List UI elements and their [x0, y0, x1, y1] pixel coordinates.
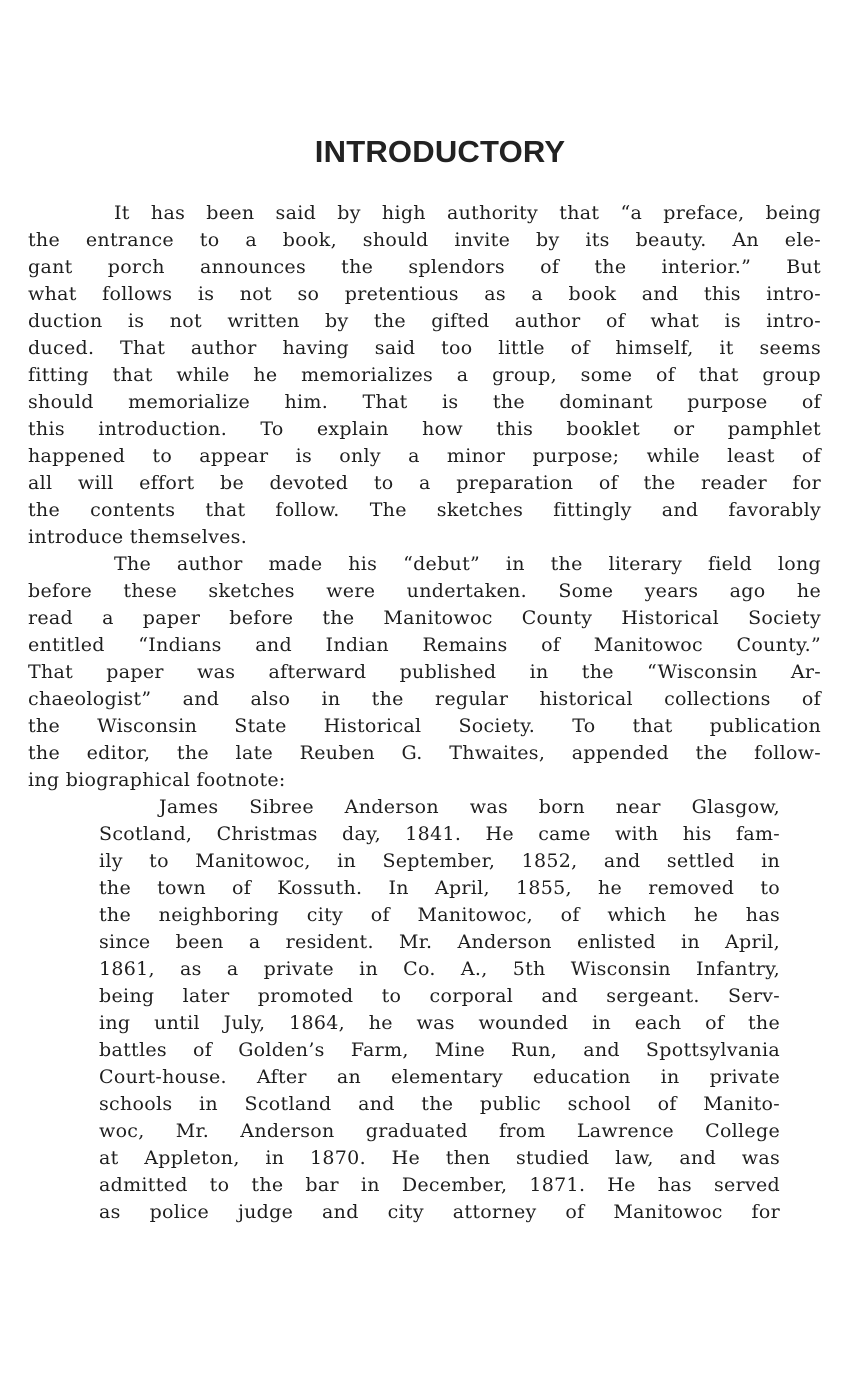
text-line: That paper was afterward published in the “Wisconsin Ar- — [28, 661, 821, 683]
text-line: this introduction. To explain how this booklet or pamphlet — [28, 418, 821, 440]
text-line: the entrance to a book, should invite by its beauty. An ele- — [28, 229, 821, 251]
text-line: happened to appear is only a minor purpose; while least of — [28, 445, 821, 467]
footnote-line: battles of Golden’s Farm, Mine Run, and Spottsylvania — [99, 1039, 780, 1061]
text-line: duced. That author having said too little of himself, it seems — [28, 337, 821, 359]
text-line: fitting that while he memorializes a group, some of that group — [28, 364, 821, 386]
footnote-line: ily to Manitowoc, in September, 1852, and settled in — [99, 850, 780, 872]
text-line: entitled “Indians and Indian Remains of Manitowoc County.” — [28, 634, 821, 656]
footnote-line: ing until July, 1864, he was wounded in each of the — [99, 1012, 780, 1034]
footnote-line: 1861, as a private in Co. A., 5th Wisconsin Infantry, — [99, 958, 780, 980]
text-line: ing biographical footnote: — [28, 769, 286, 791]
footnote-line: schools in Scotland and the public school of Manito- — [99, 1093, 780, 1115]
footnote-line: Court-house. After an elementary education in private — [99, 1066, 780, 1088]
text-line: the Wisconsin State Historical Society. To that publication — [28, 715, 821, 737]
footnote-line: the town of Kossuth. In April, 1855, he removed to — [99, 877, 780, 899]
text-line: gant porch announces the splendors of the interior.” But — [28, 256, 821, 278]
footnote-line: woc, Mr. Anderson graduated from Lawrence College — [99, 1120, 780, 1142]
text-line: introduce themselves. — [28, 526, 248, 548]
footnote-line: Scotland, Christmas day, 1841. He came with his fam- — [99, 823, 780, 845]
footnote-line: at Appleton, in 1870. He then studied law, and was — [99, 1147, 780, 1169]
text-line: the editor, the late Reuben G. Thwaites, appended the follow- — [28, 742, 821, 764]
text-line: before these sketches were undertaken. Some years ago he — [28, 580, 821, 602]
text-line: duction is not written by the gifted author of what is intro- — [28, 310, 821, 332]
footnote-line: being later promoted to corporal and sergeant. Serv- — [99, 985, 780, 1007]
text-line: The author made his “debut” in the literary field long — [114, 553, 821, 575]
text-line: read a paper before the Manitowoc County Historical Society — [28, 607, 821, 629]
text-line: It has been said by high authority that “a preface, being — [114, 202, 821, 224]
text-line: what follows is not so pretentious as a book and this intro- — [28, 283, 821, 305]
footnote-line: as police judge and city attorney of Manitowoc for — [99, 1201, 780, 1223]
text-line: should memorialize him. That is the dominant purpose of — [28, 391, 821, 413]
text-line: chaeologist” and also in the regular historical collections of — [28, 688, 821, 710]
text-line: the contents that follow. The sketches fittingly and favorably — [28, 499, 821, 521]
page-title: INTRODUCTORY — [314, 134, 566, 169]
footnote-line: James Sibree Anderson was born near Glasgow, — [159, 796, 780, 818]
footnote-line: since been a resident. Mr. Anderson enlisted in April, — [99, 931, 780, 953]
text-line: all will effort be devoted to a preparation of the reader for — [28, 472, 821, 494]
footnote-line: admitted to the bar in December, 1871. He has served — [99, 1174, 780, 1196]
footnote-line: the neighboring city of Manitowoc, of which he has — [99, 904, 780, 926]
